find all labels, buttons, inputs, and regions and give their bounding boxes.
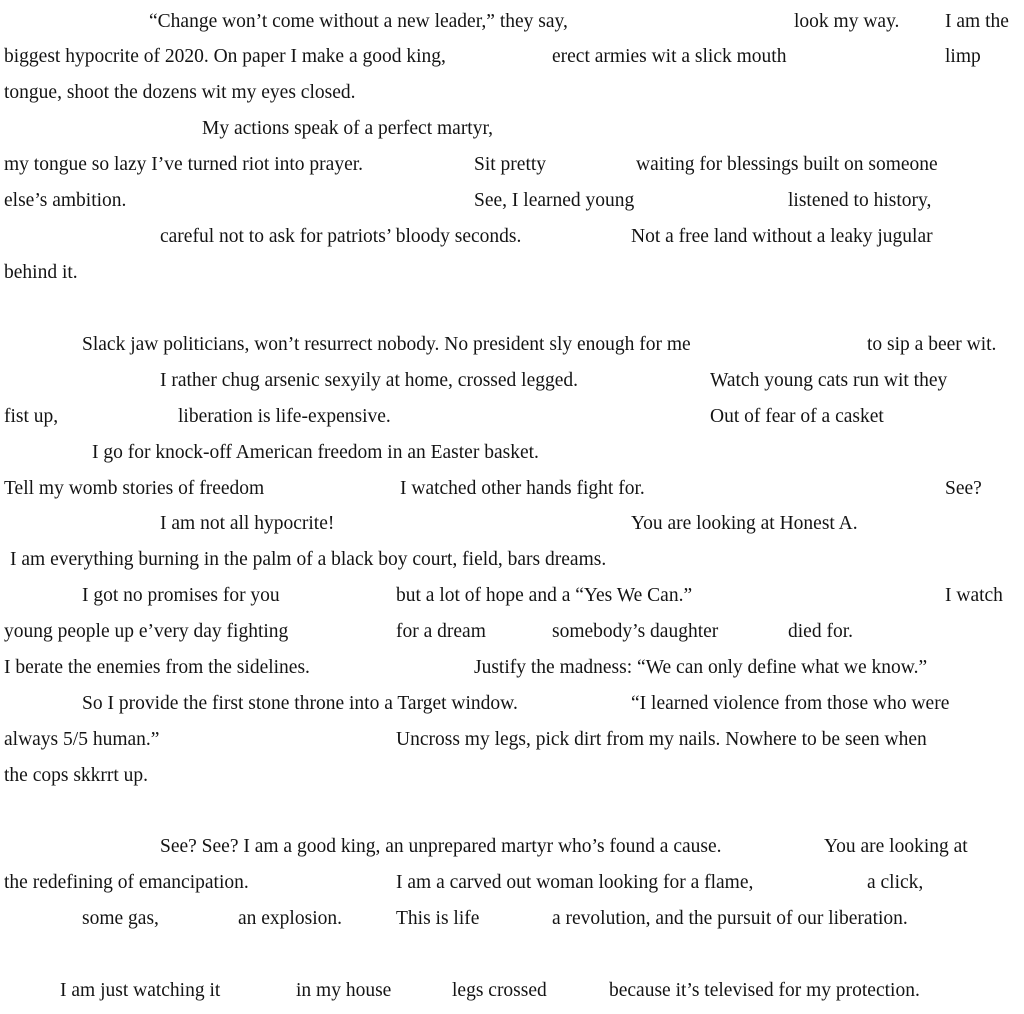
poem-line-23-segment-2: I am a carved out woman looking for a flame,	[396, 872, 754, 893]
poem-line-23-segment-3: a click,	[867, 872, 924, 893]
poem-line-15-segment-1: I am everything burning in the palm of a black boy court, field, bars dreams.	[10, 549, 607, 570]
poem-line-4-segment-1: My actions speak of a perfect martyr,	[202, 118, 494, 139]
poem-line-17-segment-3: somebody’s daughter	[552, 621, 719, 642]
poem-line-25-segment-4: because it’s televised for my protection.	[609, 980, 920, 1001]
poem-line-1-segment-3: I am the	[945, 11, 1009, 32]
poem-line-14-segment-1: I am not all hypocrite!	[160, 513, 335, 534]
poem-line-11-segment-3: Out of fear of a casket	[710, 406, 884, 427]
poem-line-16-segment-1: I got no promises for you	[82, 585, 280, 606]
poem-line-24-segment-1: some gas,	[82, 908, 159, 929]
poem-line-1-segment-2: look my way.	[794, 11, 900, 32]
poem-line-17-segment-4: died for.	[788, 621, 853, 642]
poem-line-16-segment-2: but a lot of hope and a “Yes We Can.”	[396, 585, 693, 606]
poem-line-20-segment-1: always 5/5 human.”	[4, 729, 160, 750]
poem-line-1-segment-1: “Change won’t come without a new leader,” they say,	[149, 11, 568, 32]
poem-line-5-segment-2: Sit pretty	[474, 154, 547, 175]
poem-line-7-segment-1: careful not to ask for patriots’ bloody seconds.	[160, 226, 522, 247]
poem-line-17-segment-1: young people up e’very day fighting	[4, 621, 289, 642]
poem-line-17-segment-2: for a dream	[396, 621, 486, 642]
poem-line-2-segment-1: biggest hypocrite of 2020. On paper I make a good king,	[4, 46, 446, 67]
poem-line-22-segment-2: You are looking at	[824, 836, 968, 857]
poem-line-11-segment-2: liberation is life-expensive.	[178, 406, 391, 427]
poem-line-9-segment-1: Slack jaw politicians, won’t resurrect nobody. No president sly enough for me	[82, 334, 691, 355]
poem-line-19-segment-2: “I learned violence from those who were	[631, 693, 950, 714]
poem-line-9-segment-2: to sip a beer wit.	[867, 334, 997, 355]
poem-line-23-segment-1: the redefining of emancipation.	[4, 872, 249, 893]
poem-line-5-segment-3: waiting for blessings built on someone	[636, 154, 938, 175]
poem-line-18-segment-2: Justify the madness: “We can only define what we know.”	[474, 657, 928, 678]
poem-line-13-segment-1: Tell my womb stories of freedom	[4, 478, 265, 499]
poem-line-16-segment-3: I watch	[945, 585, 1003, 606]
poem-line-12-segment-1: I go for knock-off American freedom in an Easter basket.	[92, 442, 539, 463]
poem-line-14-segment-2: You are looking at Honest A.	[631, 513, 858, 534]
poem-line-6-segment-1: else’s ambition.	[4, 190, 127, 211]
poem-line-11-segment-1: fist up,	[4, 406, 59, 427]
poem-line-3-segment-1: tongue, shoot the dozens wit my eyes closed.	[4, 82, 356, 103]
poem-line-8-segment-1: behind it.	[4, 262, 78, 283]
poem-line-6-segment-2: See, I learned young	[474, 190, 635, 211]
poem-line-25-segment-3: legs crossed	[452, 980, 547, 1001]
poem-line-25-segment-1: I am just watching it	[60, 980, 221, 1001]
poem-line-25-segment-2: in my house	[296, 980, 392, 1001]
poem-line-6-segment-3: listened to history,	[788, 190, 932, 211]
poem-line-10-segment-2: Watch young cats run wit they	[710, 370, 948, 391]
poem-line-18-segment-1: I berate the enemies from the sidelines.	[4, 657, 310, 678]
poem-line-19-segment-1: So I provide the first stone throne into a Target window.	[82, 693, 518, 714]
poem-line-24-segment-2: an explosion.	[238, 908, 342, 929]
poem-line-10-segment-1: I rather chug arsenic sexyily at home, crossed legged.	[160, 370, 579, 391]
poem-line-22-segment-1: See? See? I am a good king, an unprepared martyr who’s found a cause.	[160, 836, 722, 857]
poem-line-13-segment-3: See?	[945, 478, 982, 499]
poem-line-13-segment-2: I watched other hands fight for.	[400, 478, 645, 499]
poem-line-7-segment-2: Not a free land without a leaky jugular	[631, 226, 933, 247]
poem-line-24-segment-4: a revolution, and the pursuit of our liberation.	[552, 908, 908, 929]
poem-line-2-segment-2: erect armies wit a slick mouth	[552, 46, 787, 67]
poem-line-24-segment-3: This is life	[396, 908, 480, 929]
poem-line-20-segment-2: Uncross my legs, pick dirt from my nails. Nowhere to be seen when	[396, 729, 927, 750]
poem-line-5-segment-1: my tongue so lazy I’ve turned riot into prayer.	[4, 154, 364, 175]
poem-line-21-segment-1: the cops skkrrt up.	[4, 765, 149, 786]
poem-line-2-segment-3: limp	[945, 46, 981, 67]
